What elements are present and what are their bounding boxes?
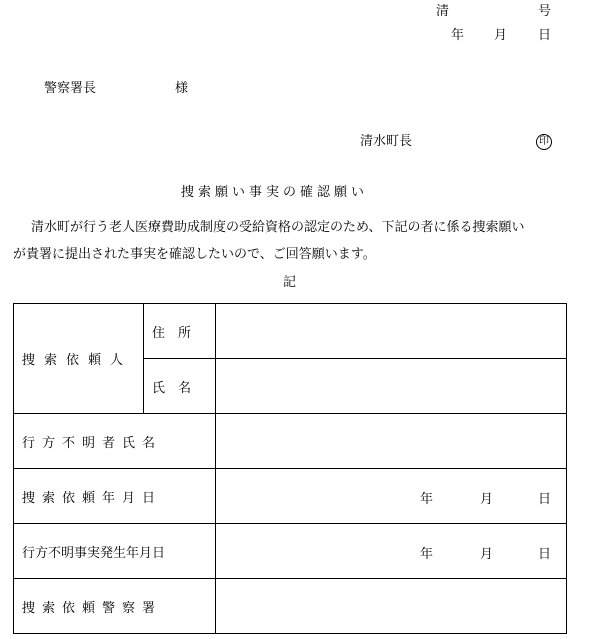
requester-label: 捜索依頼人 <box>22 353 133 368</box>
date-day: 日 <box>538 28 552 43</box>
ki-marker: 記 <box>283 275 297 290</box>
missing-person-label: 行方不明者氏名 <box>22 435 163 451</box>
number-suffix: 号 <box>538 4 552 19</box>
table-row-missing-person <box>14 414 567 469</box>
missing-person-value-cell[interactable] <box>216 414 567 469</box>
request-date-label: 捜索依頼年月日 <box>22 490 163 506</box>
incident-date-day: 日 <box>538 547 552 562</box>
sender-name: 清水町長 <box>360 134 413 149</box>
name-label: 氏 名 <box>152 380 192 396</box>
incident-date-label: 行方不明事実発生年月日 <box>22 545 166 561</box>
request-date-value-cell[interactable] <box>216 469 567 524</box>
request-date-month: 月 <box>480 492 494 507</box>
body-line-1: 清水町が行う老人医療費助成制度の受給資格の認定のため、下記の者に係る捜索願い <box>31 220 525 235</box>
addressee-name: 警察署長 <box>44 81 97 96</box>
table-row-police-station <box>14 579 567 634</box>
date-year: 年 <box>451 28 465 43</box>
request-form-table <box>13 303 567 634</box>
incident-date-value-cell[interactable] <box>216 524 567 579</box>
requester-label-cell <box>14 304 144 414</box>
missing-person-label-cell <box>14 414 216 469</box>
address-label: 住 所 <box>152 325 192 341</box>
incident-date-month: 月 <box>480 547 494 562</box>
name-value-cell[interactable] <box>216 359 567 414</box>
request-date-year: 年 <box>420 492 434 507</box>
table-row-incident-date <box>14 524 567 579</box>
document-title: 捜索願い事実の確認願い <box>181 185 369 200</box>
addressee-honorific: 様 <box>175 81 189 96</box>
date-month: 月 <box>494 28 508 43</box>
police-station-label: 捜索依頼警察署 <box>22 600 163 616</box>
police-station-value-cell[interactable] <box>216 579 567 634</box>
police-station-label-cell <box>14 579 216 634</box>
name-label-cell <box>144 359 216 414</box>
seal-mark: 印 <box>536 134 552 150</box>
incident-date-label-cell <box>14 524 216 579</box>
request-date-day: 日 <box>538 492 552 507</box>
request-date-label-cell <box>14 469 216 524</box>
address-label-cell <box>144 304 216 359</box>
incident-date-year: 年 <box>420 547 434 562</box>
body-line-2: が貴署に提出された事実を確認したいので、ご回答願います。 <box>13 247 376 262</box>
number-prefix: 清 <box>436 4 450 19</box>
table-row-address <box>14 304 567 359</box>
table-row-request-date <box>14 469 567 524</box>
address-value-cell[interactable] <box>216 304 567 359</box>
